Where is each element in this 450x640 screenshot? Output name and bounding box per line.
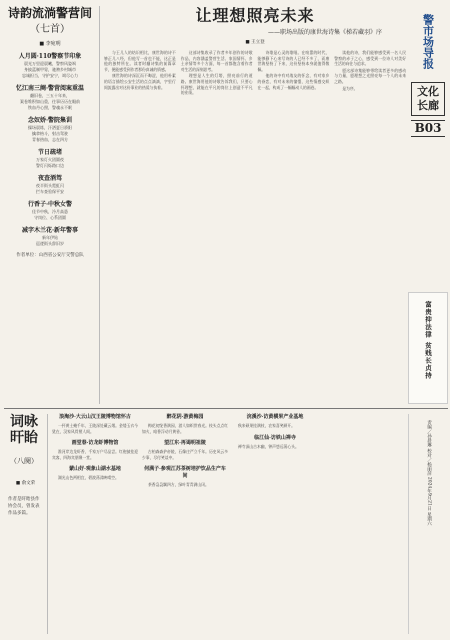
poem-line: 操场晨练，汗洒夏日骄阳: [28, 125, 72, 130]
ci-poem-text: 湖光山色两相宜，碧波荡漾映晴空。: [58, 475, 119, 481]
poem: [4, 175, 96, 195]
masthead: [408, 4, 448, 284]
ci-poem-heading: 画堂春·访龙虾博物馆: [71, 440, 119, 447]
ci-poem-heading: 蒙山好·观象山湖水基地: [69, 466, 121, 473]
essay-paragraph: 这部诗集收录了作者多年创作的诗歌作品，内容涵盖警营生活、家国情怀、乡土亲情等多个方面，每一首都饱含着作者对生活的深刻思考。: [180, 50, 253, 72]
essay-paragraph: 是为序。: [342, 85, 358, 91]
essay-paragraph: 读他的诗，我们能够感受到一名人民警察的赤子之心，感受到一位诗人对美好生活的向往与追求。: [334, 50, 406, 67]
essay-paragraph: 诗歌是心灵的歌唱。在喧嚣的时代，能够静下心来写诗的人已经不多了，而康世海坚持了下来，这份坚持本身就值得敬佩。: [257, 50, 330, 72]
poem: [4, 117, 96, 143]
poem-line: 新年伊始: [42, 235, 58, 240]
essay-body: [104, 50, 406, 402]
essay-author: ■ 王立登: [245, 40, 265, 45]
poem: [4, 85, 96, 111]
newspaper-logo: 警市场导报: [421, 13, 435, 69]
poem-line: 佳节中秋，冷月高悬: [32, 209, 68, 214]
poem-column-subtitle: （七首）: [30, 24, 70, 35]
poem-heading: 减字木兰花·新年警事: [21, 227, 79, 234]
poem-heading: 行香子·中秋女警: [27, 201, 73, 208]
poem-heading: 忆江南三阕·警营阅案重温: [15, 85, 85, 92]
poem-line: 警灯闪烁路口边: [36, 163, 64, 168]
poem-line: 晨光万里迎晨曦，警察风姿飒: [24, 61, 76, 66]
ci-poem-text: 茶香袅袅飘四方，绿叶青青满山冈。: [148, 482, 209, 488]
poem-heading: 节日疏堵: [37, 149, 62, 156]
ci-header: [4, 414, 48, 634]
ci-poem-text: 古柏森森护帝陵，石像庄严立千年。历史风云多少事，尽付笑谈中。: [142, 449, 228, 460]
essay-subtitle: ——职场出版的康世海诗集《梯若藏羽》序: [267, 29, 382, 36]
ci-subtitle: （八阕）: [10, 457, 38, 465]
poem-line: 夜半街头霓虹闪: [36, 183, 64, 188]
ci-author: ■ 俞文荣: [15, 481, 36, 486]
ci-title: 词咏旰眙: [10, 414, 38, 446]
editor-info: [408, 414, 448, 634]
ci-poem-text: 一抔黄土掩千年，王陵深处藏云烟。金缕玉衣今犹在，汉家风骨照人间。: [52, 423, 138, 434]
essay-title: 让理想照亮未来: [195, 6, 315, 25]
ci-poems: [52, 414, 404, 634]
poem-line: 拦车查验保平安: [36, 189, 64, 194]
ci-poem-text: 禅寺深山古木幽，钟声悠远荡心头。: [238, 443, 299, 449]
calligraphy-box: [408, 292, 448, 404]
section-divider: [4, 408, 448, 409]
ci-poem-heading: 临江仙·访铁山禅寺: [254, 434, 296, 441]
ci-poem-heading: 浣溪沙·访黄横果产业基地: [246, 414, 304, 420]
ci-poem-heading: 浪淘沙·大云山汉王陵博物馆怀古: [59, 414, 131, 420]
ci-note: 作者是旰眙县作协会员，曾发表作品多篇。: [8, 497, 40, 516]
section-title: 文化长廊: [411, 82, 445, 116]
poem-line: 擒拿格斗，射击驾驶: [32, 131, 68, 136]
calligraphy-text: 富贵抑法律 贫贱长贞持: [424, 301, 432, 380]
poem-column-title: 诗韵流淌警营间: [7, 6, 92, 20]
ci-poem-text: 秋来硕果挂满枝，农家喜笑颜开。: [238, 423, 295, 428]
poem-list: [4, 53, 96, 247]
essay-paragraph: 理想是人生的灯塔，照亮前行的道路。康世海用他的诗歌告诉我们，只要心怀理想，就能在平凡的岗位上创造不平凡的业绩。: [180, 73, 253, 96]
poem-column-author: ■ 李宛明: [39, 41, 61, 47]
ci-poem-text: 梅花初绽香满园，游人如织赏春光。枝头点点红如火，暗香浮动月黄昏。: [142, 423, 228, 434]
essay-paragraph: 愿这部诗集能够带给读者更多的感动与力量，愿理想之光照亮每一个人的未来之路。: [334, 67, 406, 84]
ci-poem-text: 淮河岸边龙虾香，千家万户尽品尝。红袍披挂迎宾客，四海宾朋聚一堂。: [52, 449, 138, 460]
essay-paragraph: 康世海的诗深沉而不晦涩，他用朴素的语言描绘公安生活的点点滴滴，字里行间流露出对这份事业的热爱与执着。: [104, 73, 176, 90]
poem-heading: 念奴娇·警院集训: [27, 117, 73, 124]
essay-paragraph: 他的诗中有对战友的怀念，有对家乡的眷恋，有对未来的憧憬，这些情感交织在一起，构成了一幅幅动人的画卷。: [257, 73, 330, 90]
poem: [4, 227, 96, 247]
poem-line: 巡逻街头辞旧岁: [36, 241, 64, 246]
editor-text: 责编／孙晨琳 校对／杨丽萍 2024年9月21日 星期六: [426, 420, 432, 526]
ci-column: [142, 414, 228, 634]
poem: [4, 201, 96, 221]
poem-line: 青春热血，志在四方: [32, 137, 68, 142]
essay-paragraph: 与王儿人的结识相比，康世海的诗不够正儿八经，但他写一首也不能，这正是他的独特所在。读者时翻诗集的前篇章节，便能感受到作者那份真诚的情感。: [104, 50, 176, 72]
poem-line: 忠诚担当，守护安宁，竭尽心力: [22, 73, 78, 78]
ci-poem-heading: 醉花阴·游黄梅园: [166, 414, 204, 420]
essay: [104, 6, 406, 404]
poem: [4, 149, 96, 169]
ci-poem-heading: 望江东·再谒明祖陵: [164, 440, 206, 447]
poem-line: 案卷堆积如山重，往事历历在眼前: [20, 99, 80, 104]
poem-heading: 人月圆·110警察节印象: [18, 53, 82, 60]
page-number: B03: [411, 120, 445, 137]
poem-line: 翻旧卷，三五十年来，: [30, 93, 70, 98]
poem-line: 万家灯火团圆夜: [36, 157, 64, 162]
ci-column: [232, 414, 318, 634]
poem-column-note: 作者单位：山西省公安厅交警总队: [16, 253, 84, 258]
poem-line: 守岗位、心系团圆: [34, 215, 66, 220]
poem-line: 身披蓝制甲胄，驰骋乡村城市: [24, 67, 76, 72]
poem-heading: 夜查酒驾: [37, 175, 62, 182]
ci-poem-heading: 何满子·参观江苏茶树培护饮品生产车间: [144, 466, 226, 480]
poem: [4, 53, 96, 79]
poem-line: 铁血丹心照，警魂永不眠: [28, 105, 72, 110]
ci-column: [52, 414, 138, 634]
poem-column: [4, 6, 100, 404]
